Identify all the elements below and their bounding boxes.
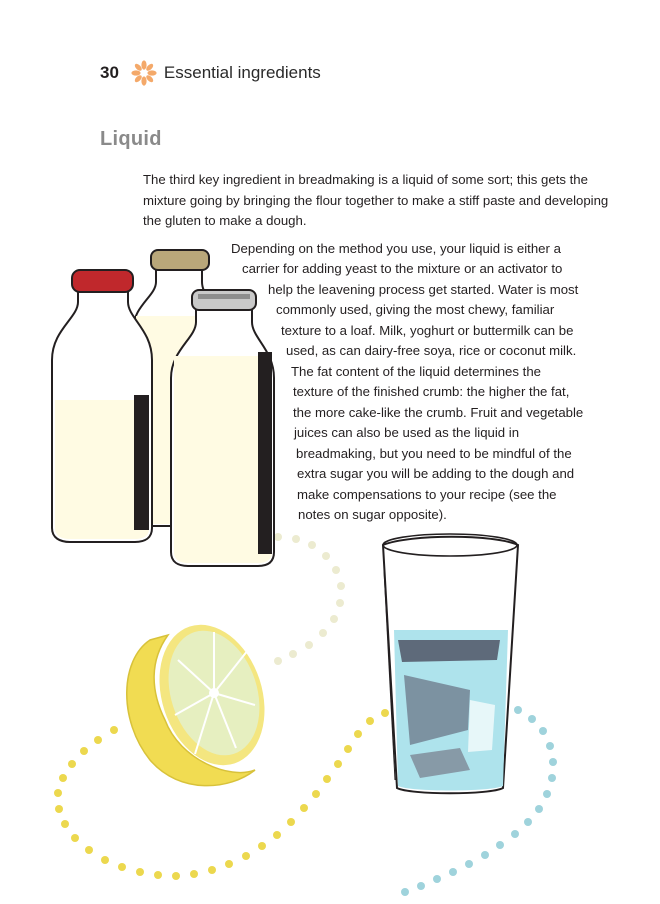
- section-title: Essential ingredients: [163, 63, 321, 82]
- water-glass-illustration: [383, 534, 518, 793]
- body-line: Depending on the method you use, your liquid is either a: [231, 241, 561, 256]
- body-line: extra sugar you will be adding to the dough and: [297, 466, 575, 481]
- body-line: The fat content of the liquid determines the: [291, 364, 541, 379]
- intro-paragraph: The third key ingredient in breadmaking is a liquid of some sort; this gets the mixture going by bringing the flour together to make a stiff paste and developing the gluten to make a dough.: [143, 172, 609, 228]
- body-line: the more cake-like the crumb. Fruit and vegetable: [293, 405, 584, 420]
- dots-cream: [274, 533, 345, 665]
- body-line: breadmaking, but you need to be mindful of the: [296, 446, 572, 461]
- lemon-half-illustration: [127, 611, 282, 786]
- page-heading: Liquid: [100, 128, 162, 150]
- body-line: texture to a loaf. Milk, yoghurt or buttermilk can be: [281, 323, 574, 338]
- page-number: 30: [100, 63, 119, 82]
- body-line: carrier for adding yeast to the mixture or an activator to: [242, 261, 563, 276]
- body-line: make compensations to your recipe (see the: [297, 487, 557, 502]
- body-line: commonly used, giving the most chewy, familiar: [276, 302, 555, 317]
- body-line: help the leavening process get started. Water is most: [268, 282, 579, 297]
- milk-bottles-illustration: [52, 250, 274, 566]
- body-line: texture of the finished crumb: the higher the fat,: [293, 384, 570, 399]
- body-line: juices can also be used as the liquid in: [294, 425, 520, 440]
- body-line: used, as can dairy-free soya, rice or coconut milk.: [286, 343, 577, 358]
- body-line: notes on sugar opposite).: [298, 507, 447, 522]
